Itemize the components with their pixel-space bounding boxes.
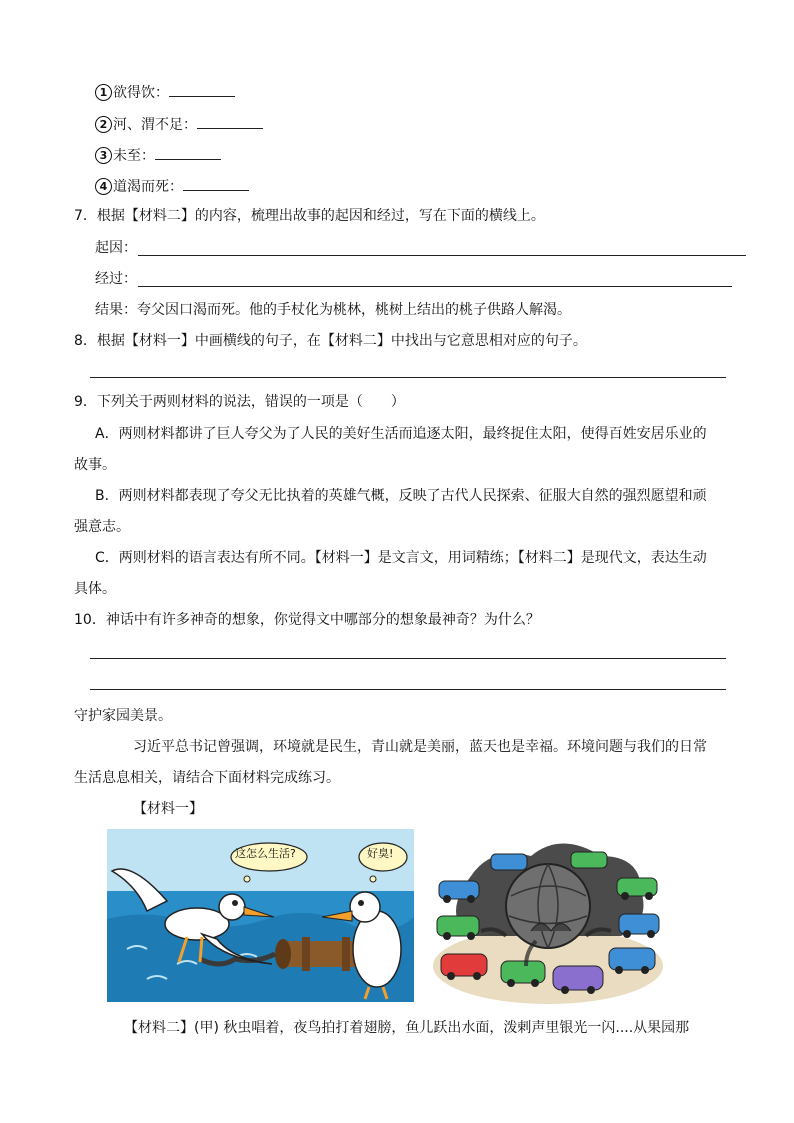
q10-question: 10．神话中有许多神奇的想象，你觉得文中哪部分的想象最神奇？为什么？ [74,612,540,628]
speech-bubble-how-to-live: 这怎么生活? [235,847,296,860]
section-intro-line2: 生活息息相关，请结合下面材料完成练习。 [74,770,340,786]
q6-item-4 [95,176,249,197]
speech-bubble-stinks: 好臭! [367,847,394,860]
section-intro-line1: 习近平总书记曾强调，环境就是民生，青山就是美丽，蓝天也是幸福。环境问题与我们的日常 [133,739,707,755]
circled-number: 3 [95,147,112,164]
car-smog-earth-cartoon [431,836,665,1006]
q6-item-label: 河、渭不足： [113,117,197,133]
q9-option-a-line2: 故事。 [74,457,116,473]
q7-process-answer-line[interactable] [138,286,732,287]
q6-item-1 [95,82,235,103]
q6-item-3 [95,145,221,166]
seagull-pollution-cartoon [107,829,414,1002]
q8-answer-line[interactable] [90,377,726,378]
q6-item-label: 欲得饮： [113,85,169,101]
q7-cause-label: 起因： [95,240,137,256]
q10-answer-line-1[interactable] [90,658,726,659]
material-two-line: 【材料二】(甲) 秋虫唱着，夜鸟拍打着翅膀，鱼儿跃出水面，泼剌声里银光一闪....从果园那 [124,1020,690,1036]
material-one-heading: 【材料一】 [133,801,203,817]
q7-process-label: 经过： [95,271,137,287]
q9-option-b-line2: 强意志。 [74,519,130,535]
q6-item-label: 道渴而死： [113,179,183,195]
q9-question: 9．下列关于两则材料的说法，错误的一项是（ ） [74,394,405,410]
q8-question: 8．根据【材料一】中画横线的句子，在【材料二】中找出与它意思相对应的句子。 [74,333,587,349]
answer-blank[interactable] [155,145,221,160]
circled-number: 2 [95,116,112,133]
circled-number: 4 [95,178,112,195]
answer-blank[interactable] [183,176,249,191]
answer-blank[interactable] [197,114,263,129]
section-title: 守护家园美景。 [74,708,172,724]
circled-number: 1 [95,84,112,101]
q9-option-b-line1: B．两则材料都表现了夸父无比执着的英雄气概，反映了古代人民探索、征服大自然的强烈愿望和顽 [95,488,707,504]
answer-blank[interactable] [169,82,235,97]
q7-question: 7．根据【材料二】的内容，梳理出故事的起因和经过，写在下面的横线上。 [74,208,545,224]
smog-cartoon-drawing [431,836,665,1006]
q6-item-2 [95,114,263,135]
q7-result: 结果：夸父因口渴而死。他的手杖化为桃林，桃树上结出的桃子供路人解渴。 [95,302,571,318]
q6-item-label: 未至： [113,148,155,164]
q10-answer-line-2[interactable] [90,689,726,690]
q9-option-c-line1: C．两则材料的语言表达有所不同。【材料一】是文言文，用词精练；【材料二】是现代文，表达生动 [95,550,707,566]
q7-cause-answer-line[interactable] [138,255,746,256]
q9-option-a-line1: A．两则材料都讲了巨人夸父为了人民的美好生活而追逐太阳，最终捉住太阳，使得百姓安居乐业的 [95,426,707,442]
q9-option-c-line2: 具体。 [74,581,116,597]
